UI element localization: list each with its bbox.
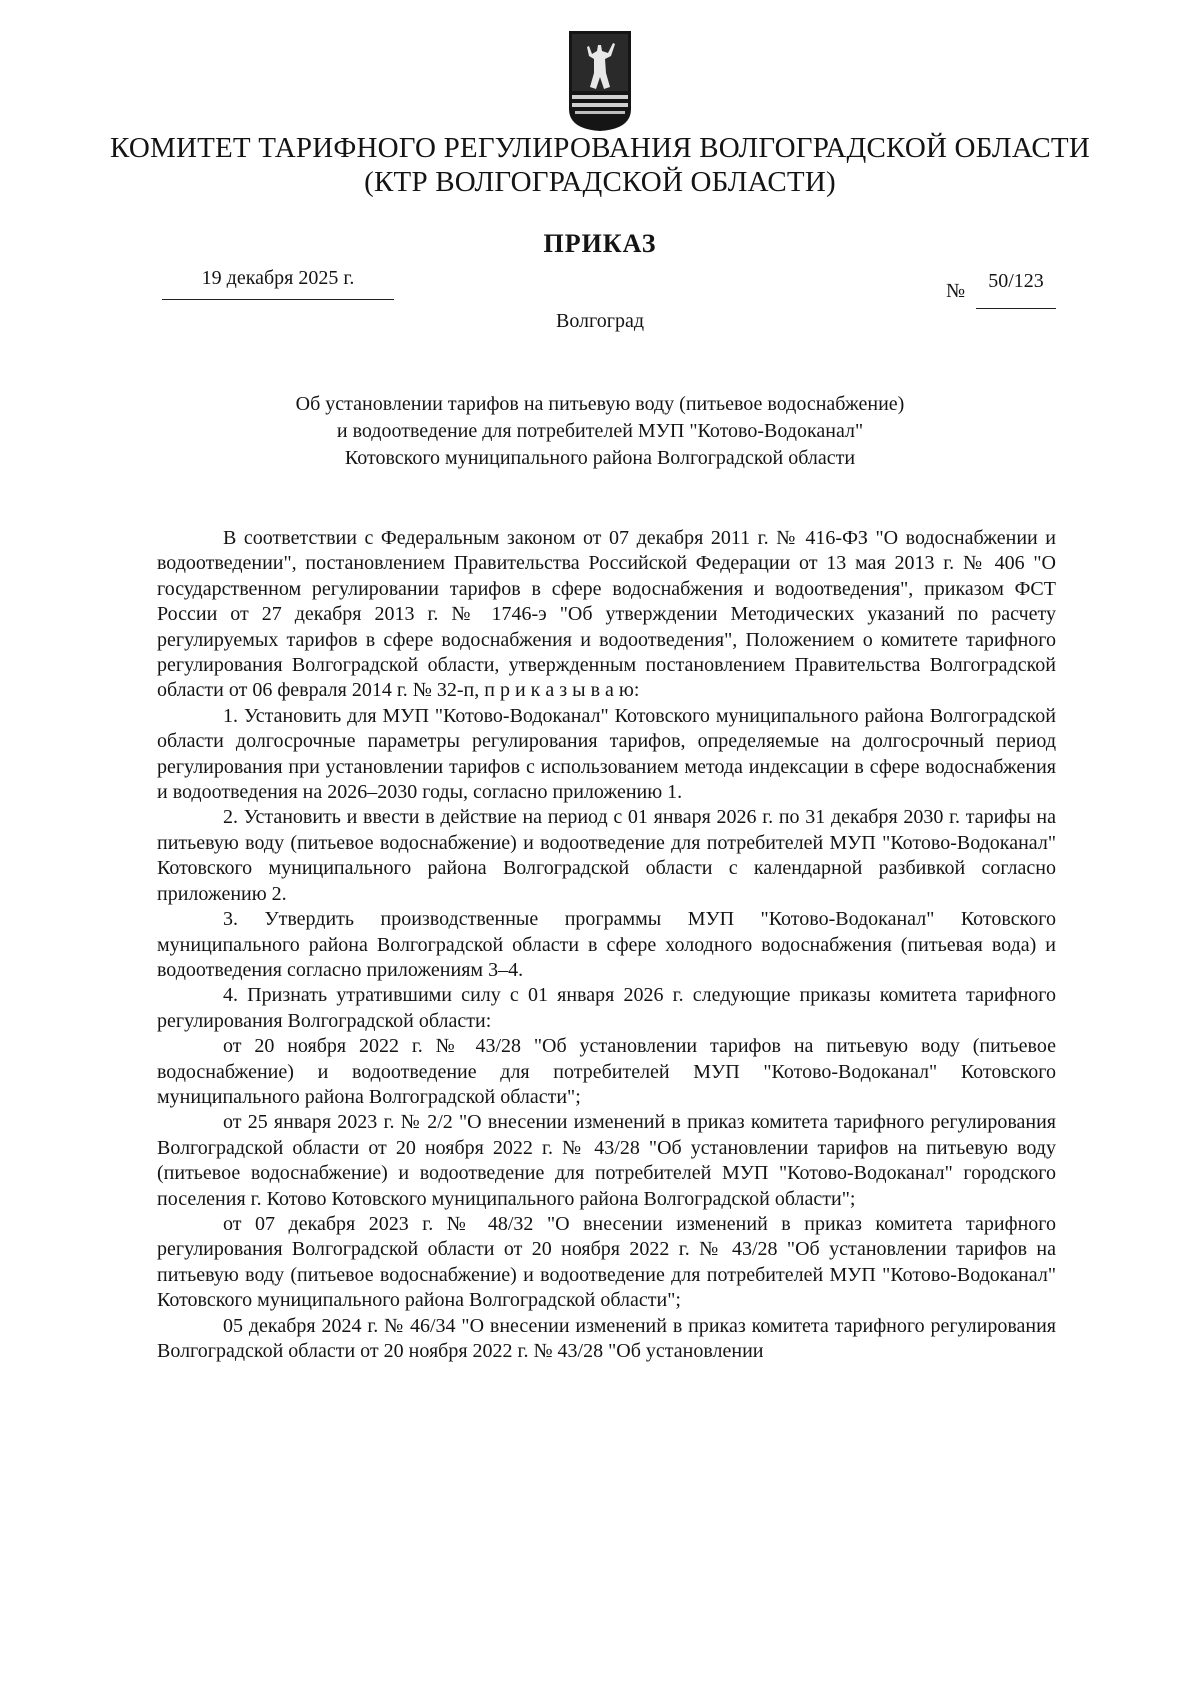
order-date: 19 декабря 2025 г. — [201, 267, 355, 289]
preamble-paragraph: В соответствии с Федеральным законом от 07 декабря 2011 г. № 416-ФЗ "О водоснабжении и водоотведении", постановлением Правительства Российской Федерации от 13 мая 2013 г. № 406 "О государственном регулировании тарифов в сфере водоснабжения и водоотведения", приказом ФСТ России от 27 декабря 2013 г. № 1746-э "Об утверждении Методических указаний по расчету регулируемых тарифов в сфере водоснабжения и водоотведения", Положением о комитете тарифного регулирования Волгоградской области, утвержденным постановлением Правительства Волгоградской области от 06 февраля 2014 г. № 32-п, п р и к а з ы в а ю: — [157, 527, 1056, 702]
item-3-paragraph: 3. Утвердить производственные программы МУП "Котово-Водоканал" Котовского муниципального района Волгоградской области в сфере холодного водоснабжения (питьевая вода) и водоотведения согласно приложениям 3–4. — [157, 908, 1056, 981]
subject-line: и водоотведение для потребителей МУП "Котово-Водоканал" — [336, 420, 864, 442]
number-sign: № — [946, 280, 966, 302]
order-body — [157, 526, 1056, 1364]
subject-line: Котовского муниципального района Волгоградской области — [344, 447, 856, 469]
city: Волгоград — [555, 310, 645, 332]
number-underline — [976, 308, 1056, 309]
volgograd-coat-of-arms-icon — [567, 29, 633, 132]
repealed-order-2: от 25 января 2023 г. № 2/2 "О внесении изменений в приказ комитета тарифного регулирования Волгоградской области от 20 ноября 2022 г. № 43/28 "Об установлении тарифов на питьевую воду (питьевое водоснабжение) и водоотведение для потребителей МУП "Котово-Водоканал" городского поселения г. Котово Котовского муниципального района Волгоградской области"; — [157, 1111, 1056, 1210]
item-2-paragraph: 2. Установить и ввести в действие на период с 01 января 2026 г. по 31 декабря 2030 г. тарифы на питьевую воду (питьевое водоснабжение) и водоотведение для потребителей МУП "Котово-Водоканал" Котовского муниципального района Волгоградской области с календарной разбивкой согласно приложению 2. — [157, 806, 1056, 905]
organization-name: КОМИТЕТ ТАРИФНОГО РЕГУЛИРОВАНИЯ ВОЛГОГРАДСКОЙ ОБЛАСТИ — [110, 132, 1090, 164]
subject-line: Об установлении тарифов на питьевую воду (питьевое водоснабжение) — [295, 393, 905, 415]
repealed-order-1: от 20 ноября 2022 г. № 43/28 "Об установлении тарифов на питьевую воду (питьевое водоснабжение) и водоотведение для потребителей МУП "Котово-Водоканал" Котовского муниципального района Волгоградской области"; — [157, 1035, 1056, 1108]
document-title: ПРИКАЗ — [543, 229, 657, 258]
order-number: 50/123 — [988, 270, 1044, 292]
item-4-paragraph: 4. Признать утратившими силу с 01 января 2026 г. следующие приказы комитета тарифного регулирования Волгоградской области: — [157, 984, 1056, 1032]
organization-abbreviation: (КТР ВОЛГОГРАДСКОЙ ОБЛАСТИ) — [364, 166, 836, 198]
item-1-paragraph: 1. Установить для МУП "Котово-Водоканал" Котовского муниципального района Волгоградской области долгосрочные параметры регулирования тарифов, определяемые на долгосрочный период регулирования при установлении тарифов с использованием метода индексации в сфере водоснабжения и водоотведения на 2026–2030 годы, согласно приложению 1. — [157, 704, 1056, 804]
order-subject — [200, 391, 1000, 472]
repealed-order-3: от 07 декабря 2023 г. № 48/32 "О внесении изменений в приказ комитета тарифного регулирования Волгоградской области от 20 ноября 2022 г. № 43/28 "Об установлении тарифов на питьевую воду (питьевое водоснабжение) и водоотведение для потребителей МУП "Котово-Водоканал" Котовского муниципального района Волгоградской области"; — [157, 1212, 1056, 1312]
repealed-order-4: 05 декабря 2024 г. № 46/34 "О внесении изменений в приказ комитета тарифного регулирования Волгоградской области от 20 ноября 2022 г. № 43/28 "Об установлении — [157, 1314, 1056, 1362]
date-underline — [162, 299, 394, 300]
